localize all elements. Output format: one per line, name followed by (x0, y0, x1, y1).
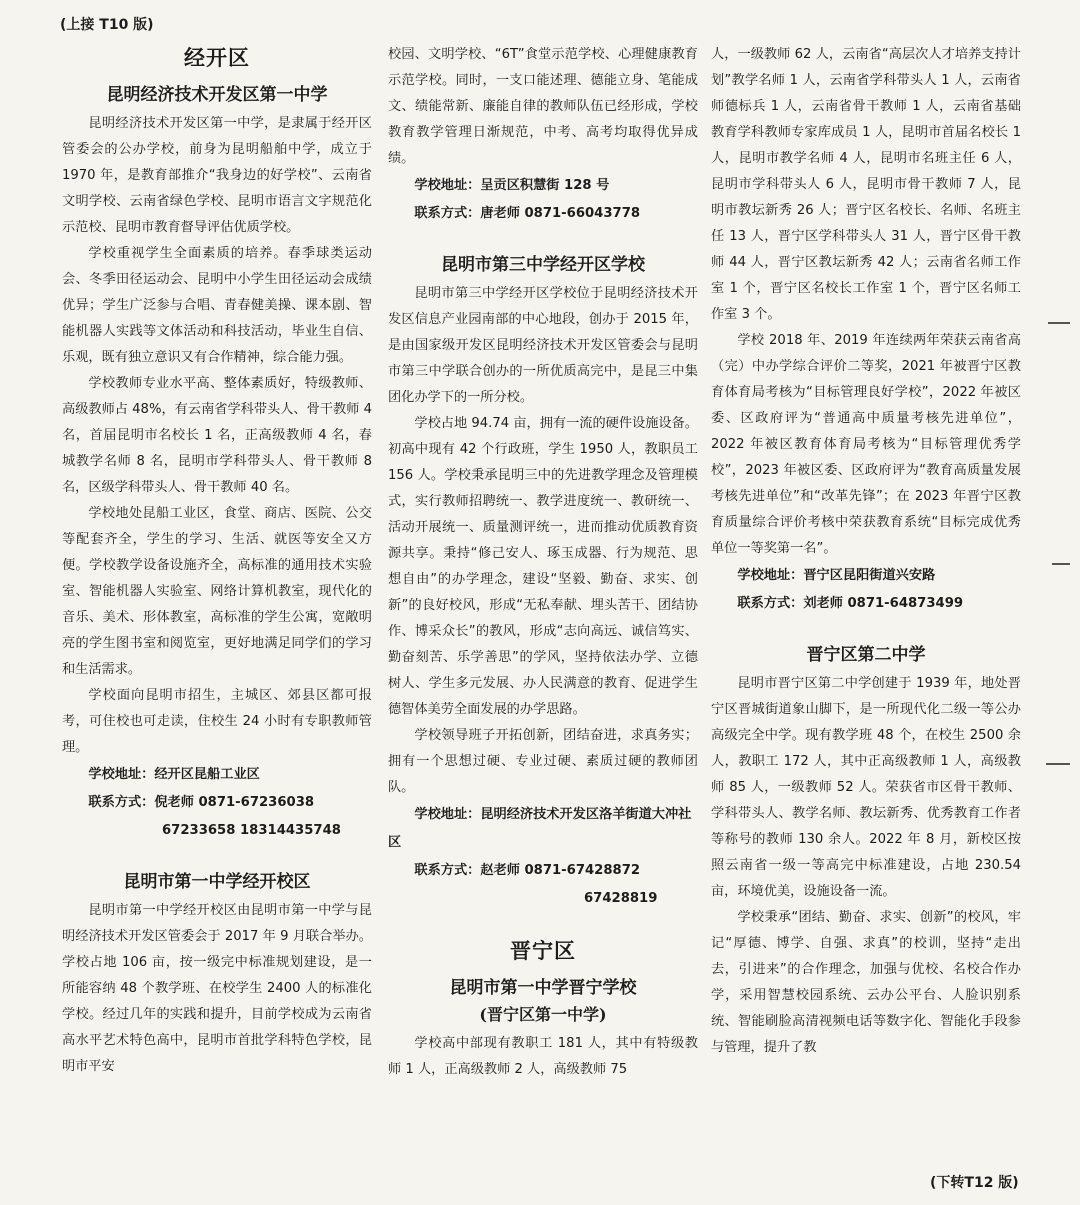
article-paragraph: 昆明经济技术开发区第一中学，是隶属于经开区管委会的公办学校，前身为昆明船舶中学，成立于 1970 年，是教育部推介“我身边的好学校”、云南省文明学校、云南省绿色学校、昆明市语言文字规范化示范校、昆明市教育督导评估优质学校。 (62, 116, 372, 235)
margin-mark (1048, 322, 1070, 324)
school-contact: 联系方式：倪老师 0871-67236038 (88, 795, 315, 810)
school-address: 学校地址：昆明经济技术开发区洛羊街道大冲社区 (388, 807, 692, 850)
article-paragraph: 学校秉承“团结、勤奋、求实、创新”的校风，牢记“厚德、博学、自强、求真”的校训，坚持“走出去，引进来”的合作理念，加强与优校、名校合作办学，采用智慧校园系统、云办公平台、人脸识别系统、智能刷脸高清视频电话等数字化、智能化手段参与管理，提升了教 (711, 910, 1021, 1055)
article-paragraph: 昆明市晋宁区第二中学创建于 1939 年，地处晋宁区晋城街道象山脚下，是一所现代化二级一等公办高级完全中学。现有教学班 48 个，在校生 2500 余人，教职工 172 人，其中正高级教师 1 人，高级教师 85 人，一级教师 52 人。荣获省市区骨干教师、学科带头人、教学名师、教坛新秀、优秀教育工作者等称号的教师 130 余人。2022 年 8 月，新校区按照云南省一级一等高完中标准建设，占地 230.54 亩，环境优美，设施设备一流。 (711, 676, 1021, 899)
article-paragraph: 校园、文明学校、“6T”食堂示范学校、心理健康教育示范学校。同时，一支口能述理、德能立身、笔能成文、绩能常新、廉能自律的教师队伍已经形成，学校教育教学管理日渐规范，中考、高考均取得优异成绩。 (388, 47, 698, 166)
school-title: 昆明市第三中学经开区学校 (441, 255, 645, 275)
article-paragraph: 学校高中部现有教职工 181 人，其中有特级教师 1 人，正高级教师 2 人，高级教师 75 (388, 1036, 698, 1077)
column-1 (62, 42, 372, 1182)
continued-to-note: (下转T12 版) (930, 1175, 1019, 1191)
article-paragraph: 学校教师专业水平高、整体素质好，特级教师、高级教师占 48%，有云南省学科带头人、骨干教师 4 名，首届昆明市名校长 1 名，正高级教师 4 名，春城教学名师 8 名，昆明市学科带头人、骨干教师 8 名，区级学科带头人、骨干教师 40 名。 (62, 376, 372, 495)
article-paragraph: 学校重视学生全面素质的培养。春季球类运动会、冬季田径运动会、昆明中小学生田径运动会成绩优异；学生广泛参与合唱、青春健美操、课本剧、智能机器人实践等文体活动和科技活动，毕业生自信、乐观，既有独立意识又有合作精神，综合能力强。 (62, 246, 372, 365)
school-contact-extra: 67428819 (584, 891, 658, 906)
continued-from-note: (上接 T10 版) (60, 17, 154, 33)
margin-mark (1046, 763, 1070, 765)
school-address: 学校地址：晋宁区昆阳街道兴安路 (737, 568, 936, 583)
school-subtitle: (晋宁区第一中学) (479, 1005, 607, 1024)
school-title: 晋宁区第二中学 (806, 645, 926, 665)
column-3 (711, 42, 1021, 1172)
school-title: 昆明市第一中学经开校区 (123, 872, 311, 892)
article-paragraph: 昆明市第三中学经开区学校位于昆明经济技术开发区信息产业园南部的中心地段，创办于 2015 年，是由国家级开发区昆明经济技术开发区管委会与昆明市第三中学联合创办的一所优质高完中，是昆三中集团化办学下的一所分校。 (388, 286, 698, 405)
school-address: 学校地址：呈贡区积慧街 128 号 (414, 178, 610, 193)
article-paragraph: 学校面向昆明市招生，主城区、郊县区都可报考，可住校也可走读，住校生 24 小时有专职教师管理。 (62, 688, 372, 755)
margin-mark (1052, 563, 1070, 565)
school-contact: 联系方式：刘老师 0871-64873499 (737, 596, 964, 611)
article-paragraph: 学校 2018 年、2019 年连续两年荣获云南省高（完）中办学综合评价二等奖，2021 年被晋宁区教育体育局考核为“目标管理良好学校”，2022 年被区委、区政府评为“普通高中质量考核先进单位”，2022 年被区教育体育局考核为“目标管理优秀学校”，2023 年被区委、区政府评为“教育高质量发展考核先进单位”和“改革先锋”；在 2023 年晋宁区教育质量综合评价考核中荣获教育系统“目标完成优秀单位一等奖第一名”。 (711, 333, 1021, 556)
school-title: 昆明经济技术开发区第一中学 (106, 85, 328, 105)
school-address: 学校地址：经开区昆船工业区 (88, 767, 260, 782)
article-paragraph: 昆明市第一中学经开校区由昆明市第一中学与昆明经济技术开发区管委会于 2017 年 9 月联合举办。学校占地 106 亩，按一级完中标准规划建设，是一所能容纳 48 个教学班、在校学生 2400 人的标准化学校。经过几年的实践和提升，目前学校成为云南省高水平艺术特色高中，昆明市首批学科特色学校，昆明市平安 (62, 903, 372, 1074)
school-contact: 联系方式：唐老师 0871-66043778 (414, 206, 641, 221)
article-paragraph: 学校占地 94.74 亩，拥有一流的硬件设施设备。初高中现有 42 个行政班，学生 1950 人，教职员工 156 人。学校秉承昆明三中的先进教学理念及管理模式，实行教师招聘统一、教学进度统一、教研统一、活动开展统一、质量测评统一，进而推动优质教育资源共享。秉持“修己安人、琢玉成器、行为规范、思想自由”的办学理念，建设“坚毅、勤奋、求实、创新”的良好校风，形成“无私奉献、埋头苦干、团结协作、博采众长”的教风，形成“志向高远、诚信笃实、勤奋刻苦、乐学善思”的学风，坚持依法办学、立德树人、学生多元发展、办人民满意的教育、促进学生德智体美劳全面发展的办学思路。 (388, 416, 698, 717)
region-heading-jingkai: 经开区 (184, 45, 250, 70)
article-paragraph: 学校领导班子开拓创新，团结奋进，求真务实；拥有一个思想过硬、专业过硬、素质过硬的教师团队。 (388, 728, 698, 795)
school-title: 昆明市第一中学晋宁学校 (449, 978, 637, 998)
region-heading-jinning: 晋宁区 (510, 938, 576, 963)
article-paragraph-continued: 人，一级教师 62 人，云南省“高层次人才培养支持计划”教学名师 1 人，云南省学科带头人 1 人，云南省师德标兵 1 人，云南省骨干教师 1 人，云南省基础教育学科教师专家库成员 1 人，昆明市首届名校长 1 人，昆明市教学名师 4 人，昆明市名班主任 6 人，昆明市学科带头人 6 人，昆明市骨干教师 7 人，昆明市教坛新秀 26 人；晋宁区名校长、名师、名班主任 13 人，晋宁区学科带头人 31 人，晋宁区骨干教师 44 人，晋宁区教坛新秀 42 人；云南省名师工作室 1 个，晋宁区名校长工作室 1 个，晋宁区名师工作室 3 个。 (711, 47, 1021, 322)
school-contact: 联系方式：赵老师 0871-67428872 (414, 863, 641, 878)
column-2 (388, 42, 698, 1162)
article-paragraph: 学校地处昆船工业区，食堂、商店、医院、公交等配套齐全，学生的学习、生活、就医等安全又方便。学校教学设备设施齐全，高标准的通用技术实验室、智能机器人实验室、网络计算机教室，现代化的音乐、美术、形体教室，高标准的学生公寓，宽敞明亮的学生图书室和阅览室，更好地满足同学们的学习和生活需求。 (62, 506, 372, 677)
school-contact-extra: 67233658 18314435748 (162, 823, 341, 838)
